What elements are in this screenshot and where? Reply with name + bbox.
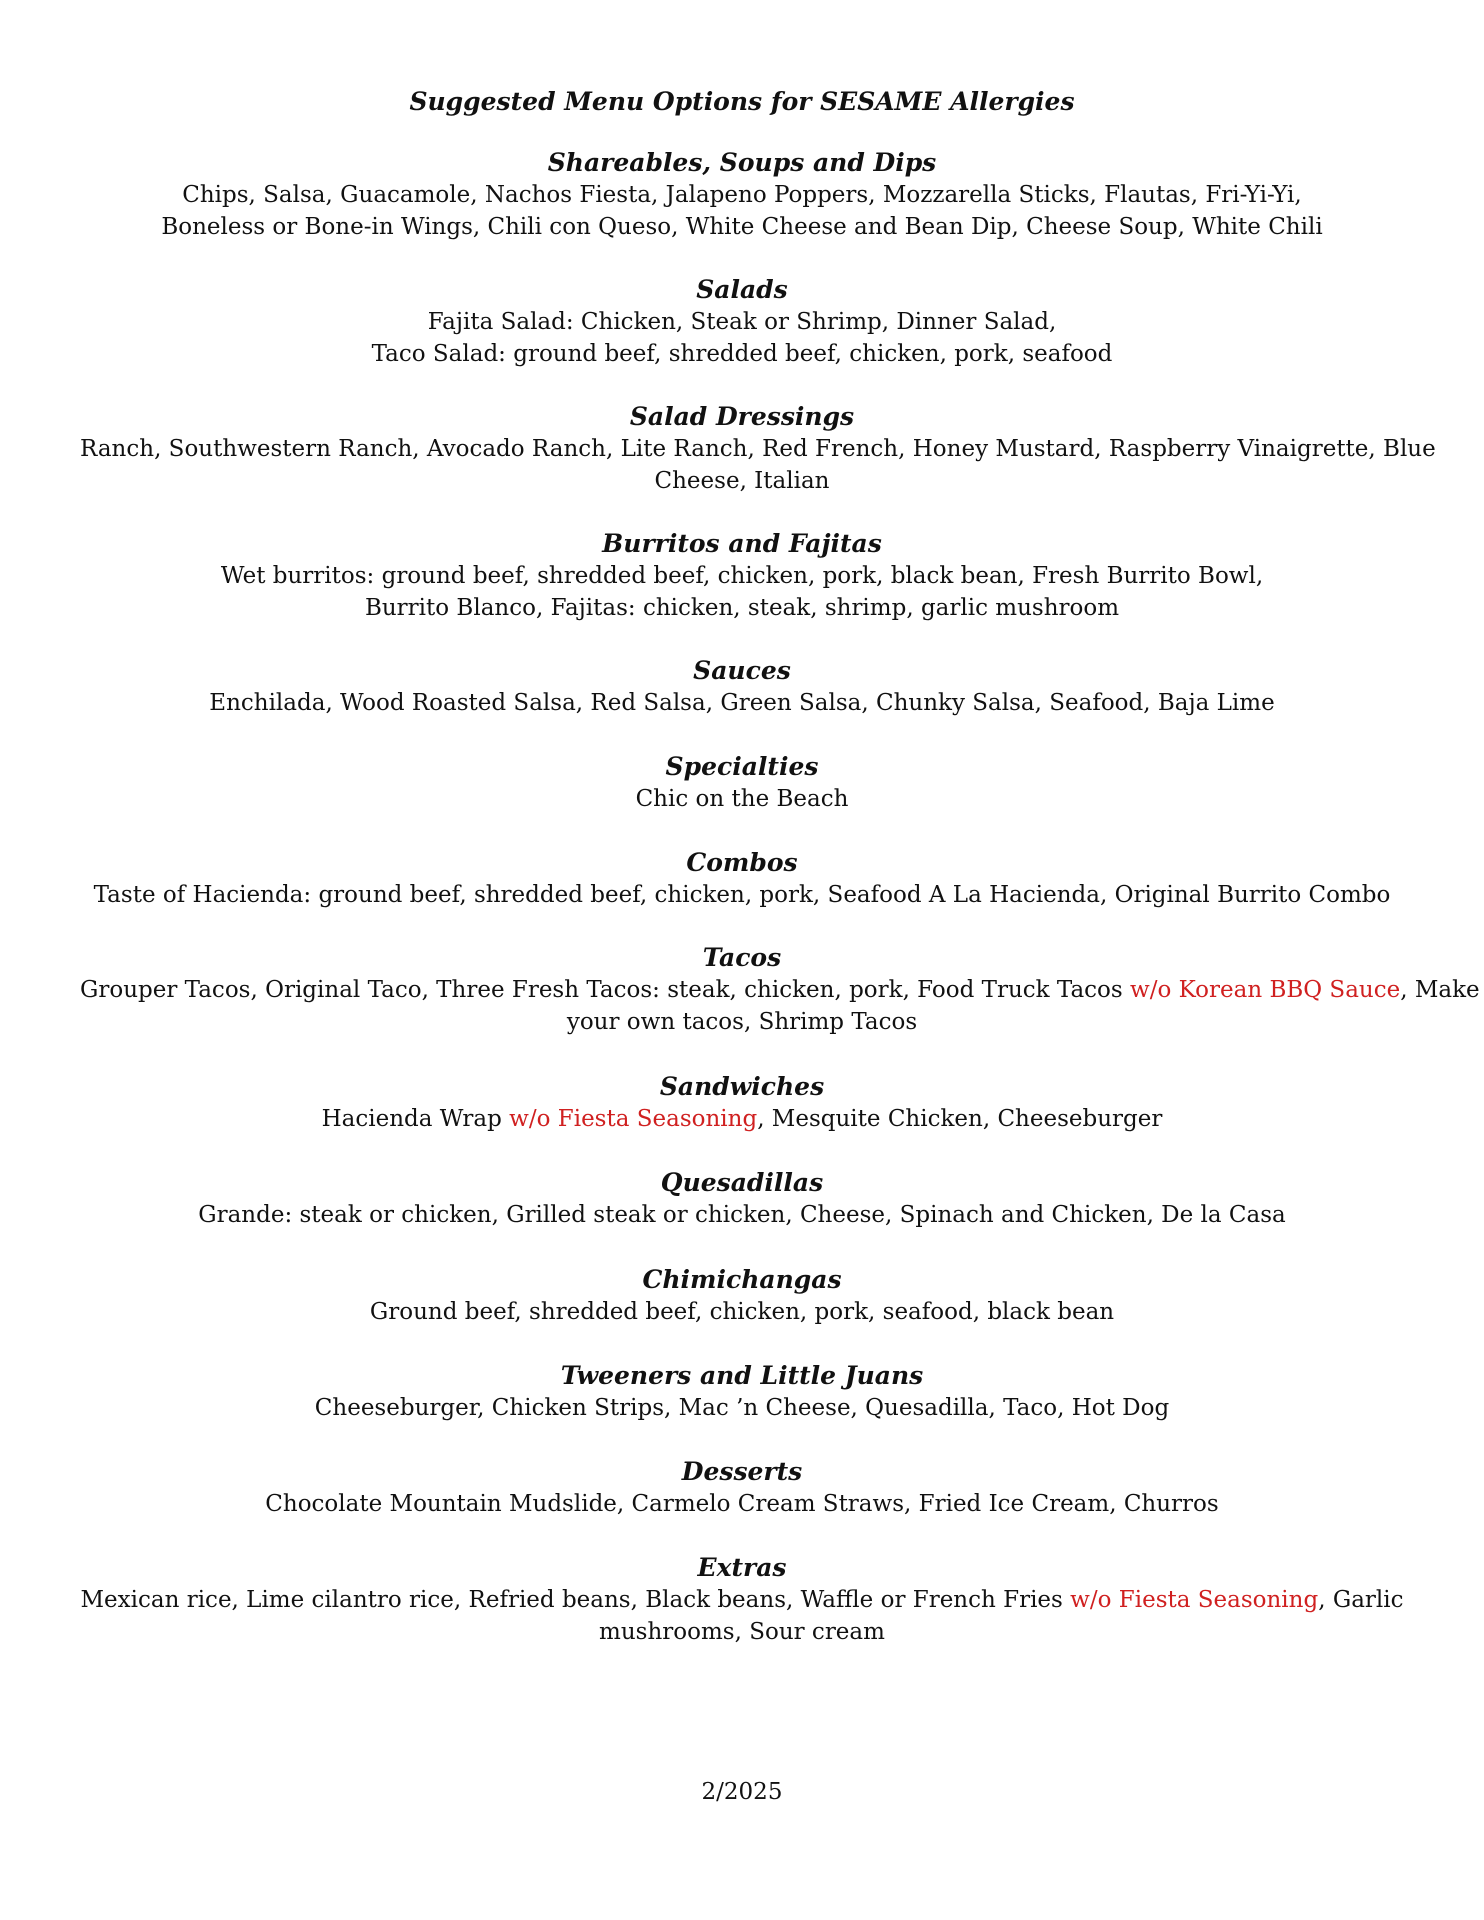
menu-items-text: Taste of Hacienda: ground beef, shredded beef, chicken, pork, Seafood A La Hacienda, Original Burrito Combo <box>93 882 1391 908</box>
section-item-line <box>80 211 1404 243</box>
allergy-modification-note: w/o Fiesta Seasoning <box>509 1106 758 1132</box>
section-heading: Salad Dressings <box>629 402 855 431</box>
menu-items-text: Mexican rice, Lime cilantro rice, Refried beans, Black beans, Waffle or French Fries <box>80 1587 1071 1613</box>
section-heading: Desserts <box>681 1457 803 1486</box>
menu-items-text: Burrito Blanco, Fajitas: chicken, steak, shrimp, garlic mushroom <box>364 595 1120 621</box>
section-item-line <box>80 1616 1404 1648</box>
page-footer-date: 2/2025 <box>701 1779 783 1805</box>
menu-section-extras <box>80 1552 1404 1648</box>
menu-section-sandwiches <box>80 1071 1404 1135</box>
section-heading: Tweeners and Little Juans <box>560 1361 924 1390</box>
section-item-line <box>80 1199 1404 1231</box>
menu-section-shareables-soups-and-dips <box>80 147 1404 243</box>
menu-section-quesadillas <box>80 1167 1404 1231</box>
section-item-line <box>80 179 1404 211</box>
section-heading: Quesadillas <box>660 1168 824 1197</box>
menu-items-text: Grande: steak or chicken, Grilled steak or chicken, Cheese, Spinach and Chicken, De la Casa <box>198 1202 1286 1228</box>
menu-items-text: Fajita Salad: Chicken, Steak or Shrimp, Dinner Salad, <box>427 309 1057 335</box>
menu-section-tacos <box>80 942 1480 1038</box>
menu-section-tweeners-and-little-juans <box>80 1360 1404 1424</box>
section-item-line <box>80 433 1436 465</box>
menu-items-text: Boneless or Bone-in Wings, Chili con Queso, White Cheese and Bean Dip, Cheese Soup, White Chili <box>161 214 1323 240</box>
menu-items-text: Hacienda Wrap <box>321 1106 510 1132</box>
menu-section-salad-dressings <box>80 401 1436 497</box>
menu-items-text: Cheese, Italian <box>654 468 830 494</box>
section-item-line <box>80 687 1404 719</box>
section-item-line <box>80 1584 1404 1616</box>
section-heading: Sandwiches <box>659 1072 825 1101</box>
section-heading: Tacos <box>702 943 782 972</box>
section-heading: Shareables, Soups and Dips <box>547 148 937 177</box>
menu-section-burritos-and-fajitas <box>80 528 1404 624</box>
section-item-line <box>80 1392 1404 1424</box>
section-item-line <box>80 974 1480 1006</box>
section-item-line <box>80 1006 1404 1038</box>
menu-section-combos <box>80 847 1404 911</box>
menu-items-text: , Mesquite Chicken, Cheeseburger <box>757 1106 1163 1132</box>
section-item-line <box>80 592 1404 624</box>
section-item-line <box>80 1488 1404 1520</box>
section-item-line <box>80 783 1404 815</box>
menu-section-chimichangas <box>80 1264 1404 1328</box>
section-item-line <box>80 306 1404 338</box>
menu-section-salads <box>80 274 1404 370</box>
page-title: Suggested Menu Options for SESAME Allergies <box>409 87 1075 116</box>
menu-items-text: Ranch, Southwestern Ranch, Avocado Ranch, Lite Ranch, Red French, Honey Mustard, Raspberry Vinaigrette, Blue <box>80 436 1436 462</box>
menu-section-specialties <box>80 751 1404 815</box>
section-item-line <box>80 465 1404 497</box>
menu-section-desserts <box>80 1456 1404 1520</box>
menu-items-text: Chic on the Beach <box>635 786 849 812</box>
menu-items-text: Wet burritos: ground beef, shredded beef, chicken, pork, black bean, Fresh Burrito Bowl, <box>220 563 1264 589</box>
section-heading: Salads <box>696 275 788 304</box>
section-heading: Specialties <box>665 752 819 781</box>
section-item-line <box>80 879 1404 911</box>
menu-items-text: mushrooms, Sour cream <box>599 1619 885 1645</box>
menu-items-text: Chips, Salsa, Guacamole, Nachos Fiesta, Jalapeno Poppers, Mozzarella Sticks, Flautas, Fri-Yi-Yi, <box>182 182 1302 208</box>
section-heading: Extras <box>697 1553 787 1582</box>
menu-items-text: Cheeseburger, Chicken Strips, Mac ’n Cheese, Quesadilla, Taco, Hot Dog <box>314 1395 1170 1421</box>
menu-items-text: , Make <box>1400 977 1480 1003</box>
section-item-line <box>80 560 1404 592</box>
menu-items-text: Grouper Tacos, Original Taco, Three Fresh Tacos: steak, chicken, pork, Food Truck Tacos <box>80 977 1131 1003</box>
menu-section-sauces <box>80 655 1404 719</box>
allergy-modification-note: w/o Korean BBQ Sauce <box>1130 977 1401 1003</box>
section-heading: Combos <box>686 848 798 877</box>
menu-items-text: Chocolate Mountain Mudslide, Carmelo Cream Straws, Fried Ice Cream, Churros <box>265 1491 1219 1517</box>
menu-items-text: Ground beef, shredded beef, chicken, pork, seafood, black bean <box>369 1299 1115 1325</box>
section-heading: Chimichangas <box>642 1265 842 1294</box>
menu-items-text: Taco Salad: ground beef, shredded beef, chicken, pork, seafood <box>371 341 1113 367</box>
section-heading: Burritos and Fajitas <box>602 529 882 558</box>
menu-items-text: your own tacos, Shrimp Tacos <box>566 1009 918 1035</box>
section-item-line <box>80 338 1404 370</box>
section-heading: Sauces <box>693 656 791 685</box>
menu-items-text: Enchilada, Wood Roasted Salsa, Red Salsa, Green Salsa, Chunky Salsa, Seafood, Baja Lime <box>209 690 1275 716</box>
section-item-line <box>80 1103 1404 1135</box>
allergy-modification-note: w/o Fiesta Seasoning <box>1070 1587 1319 1613</box>
menu-items-text: , Garlic <box>1318 1587 1404 1613</box>
section-item-line <box>80 1296 1404 1328</box>
